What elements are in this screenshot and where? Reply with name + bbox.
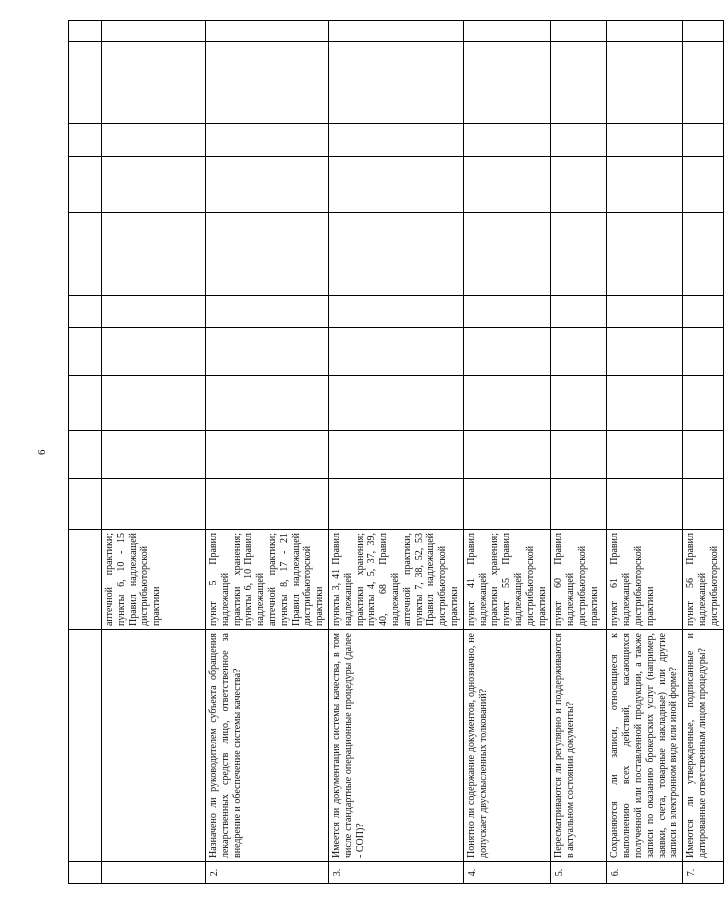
table-cell [69, 328, 102, 376]
table-cell [683, 42, 723, 124]
checklist-table [68, 20, 724, 884]
legal-reference: пункт 60 Правил надлежащей дистрибьюторской практики [551, 530, 607, 630]
table-cell [463, 376, 551, 431]
table-row [463, 21, 551, 884]
table-cell [102, 479, 206, 530]
legal-reference: пункт 56 Правил надлежащей дистрибьюторской [683, 530, 723, 630]
table-row [607, 21, 683, 884]
table-cell [329, 431, 464, 479]
table-cell [206, 431, 329, 479]
table-cell [69, 479, 102, 530]
table-cell [551, 376, 607, 431]
table-cell [463, 157, 551, 213]
table-cell [329, 376, 464, 431]
table-row [206, 21, 329, 884]
table-cell [329, 479, 464, 530]
row-number: 7. [683, 862, 723, 884]
legal-reference: пункт 41 Правил надлежащей практики хранения; пункт 55 Правил надлежащей дистрибьюторской практики [463, 530, 551, 630]
row-number: 6. [607, 862, 683, 884]
table-cell [463, 328, 551, 376]
table-row [329, 21, 464, 884]
table-cell [102, 157, 206, 213]
table-cell [69, 862, 102, 884]
table-cell [69, 124, 102, 157]
table-cell [463, 21, 551, 42]
table-cell [463, 42, 551, 124]
table-cell [329, 213, 464, 296]
table-row [683, 21, 723, 884]
table-cell [551, 328, 607, 376]
table-cell [607, 296, 683, 328]
table-cell [102, 328, 206, 376]
table-cell [206, 328, 329, 376]
table-cell [206, 479, 329, 530]
table-cell [69, 21, 102, 42]
table-cell [463, 124, 551, 157]
table-cell [551, 157, 607, 213]
question-text: Понятно ли содержание документов, однозначно, не допускает двусмысленных толкований? [463, 630, 551, 862]
table-cell [206, 42, 329, 124]
table-cell [607, 376, 683, 431]
table-cell [463, 296, 551, 328]
table-cell [329, 157, 464, 213]
table-cell [683, 213, 723, 296]
table-cell [69, 376, 102, 431]
question-text: Назначено ли руководителем субъекта обращения лекарственных средств лицо, ответственное за внедрение и обеспечение системы качества? [206, 630, 329, 862]
table-cell [69, 296, 102, 328]
table-cell [607, 213, 683, 296]
question-text: Имеется ли документация системы качества, в том числе стандартные операционные процедуры (далее - СОП)? [329, 630, 464, 862]
table-cell [329, 328, 464, 376]
table-cell [69, 630, 102, 862]
table-row [102, 21, 206, 884]
table-cell [69, 157, 102, 213]
table-row [69, 21, 102, 884]
table-cell [607, 124, 683, 157]
table-cell [683, 296, 723, 328]
table-cell [463, 213, 551, 296]
table-cell [551, 479, 607, 530]
table-cell [551, 21, 607, 42]
table-cell [102, 431, 206, 479]
table-cell [683, 157, 723, 213]
table-row [551, 21, 607, 884]
table-cell [329, 21, 464, 42]
legal-reference: пункты 3, 41 Правил надлежащей практики хранения; пункты 4, 5, 37, 39, 40, 68 Правил надлежащей аптечной практики, пункты 7, 38, 52, 53 Правил надлежащей дистрибьюторской практики [329, 530, 464, 630]
table-cell [551, 124, 607, 157]
table-cell [551, 296, 607, 328]
table-cell [102, 296, 206, 328]
legal-reference: пункт 5 Правил надлежащей практики хранения; пункты 6, 10 Правил надлежащей аптечной практики; пункты 8, 17 - 21 Правил надлежащей дистрибьюторской практики [206, 530, 329, 630]
table-cell [463, 479, 551, 530]
page-number: 6 [36, 449, 48, 455]
table-cell [102, 21, 206, 42]
legal-reference: аптечной практики; пункты 6, 10 - 15 Правил надлежащей дистрибьюторской практики [102, 530, 206, 630]
table-cell [683, 479, 723, 530]
table-cell [607, 479, 683, 530]
table-cell [683, 431, 723, 479]
row-number [102, 862, 206, 884]
table-cell [206, 21, 329, 42]
table-cell [683, 328, 723, 376]
table-cell [683, 376, 723, 431]
table-cell [551, 42, 607, 124]
question-text: Пересматриваются ли регулярно и поддерживаются в актуальном состоянии документы? [551, 630, 607, 862]
table-cell [607, 328, 683, 376]
table-cell [206, 157, 329, 213]
row-number: 2. [206, 862, 329, 884]
table-cell [206, 124, 329, 157]
table-cell [102, 376, 206, 431]
table-cell [683, 124, 723, 157]
table-cell [102, 42, 206, 124]
table-cell [69, 42, 102, 124]
table-cell [102, 124, 206, 157]
rotated-table-frame [68, 21, 720, 884]
table-cell [329, 124, 464, 157]
row-number: 5. [551, 862, 607, 884]
table-cell [551, 431, 607, 479]
table-cell [69, 213, 102, 296]
table-cell [206, 296, 329, 328]
table-cell [69, 431, 102, 479]
table-cell [607, 431, 683, 479]
table-cell [607, 42, 683, 124]
table-cell [607, 157, 683, 213]
table-cell [551, 213, 607, 296]
table-cell [206, 376, 329, 431]
table-cell [329, 296, 464, 328]
question-text [102, 630, 206, 862]
legal-reference: пункт 61 Правил надлежащей дистрибьюторской практики [607, 530, 683, 630]
row-number: 3. [329, 862, 464, 884]
question-text: Имеются ли утвержденные, подписанные и датированные ответственным лицом процедуры? [683, 630, 723, 862]
table-cell [69, 530, 102, 630]
table-cell [102, 213, 206, 296]
question-text: Сохраняются ли записи, относящиеся к выполнению всех действий, касающихся полученной или поставленной продукции, а также записи по оказанию брокерских услуг (например, заявки, счета, товарные накладные) или другие записи в электронном виде или иной форме? [607, 630, 683, 862]
table-cell [463, 431, 551, 479]
row-number: 4. [463, 862, 551, 884]
table-cell [329, 42, 464, 124]
table-cell [683, 21, 723, 42]
table-cell [206, 213, 329, 296]
table-cell [607, 21, 683, 42]
